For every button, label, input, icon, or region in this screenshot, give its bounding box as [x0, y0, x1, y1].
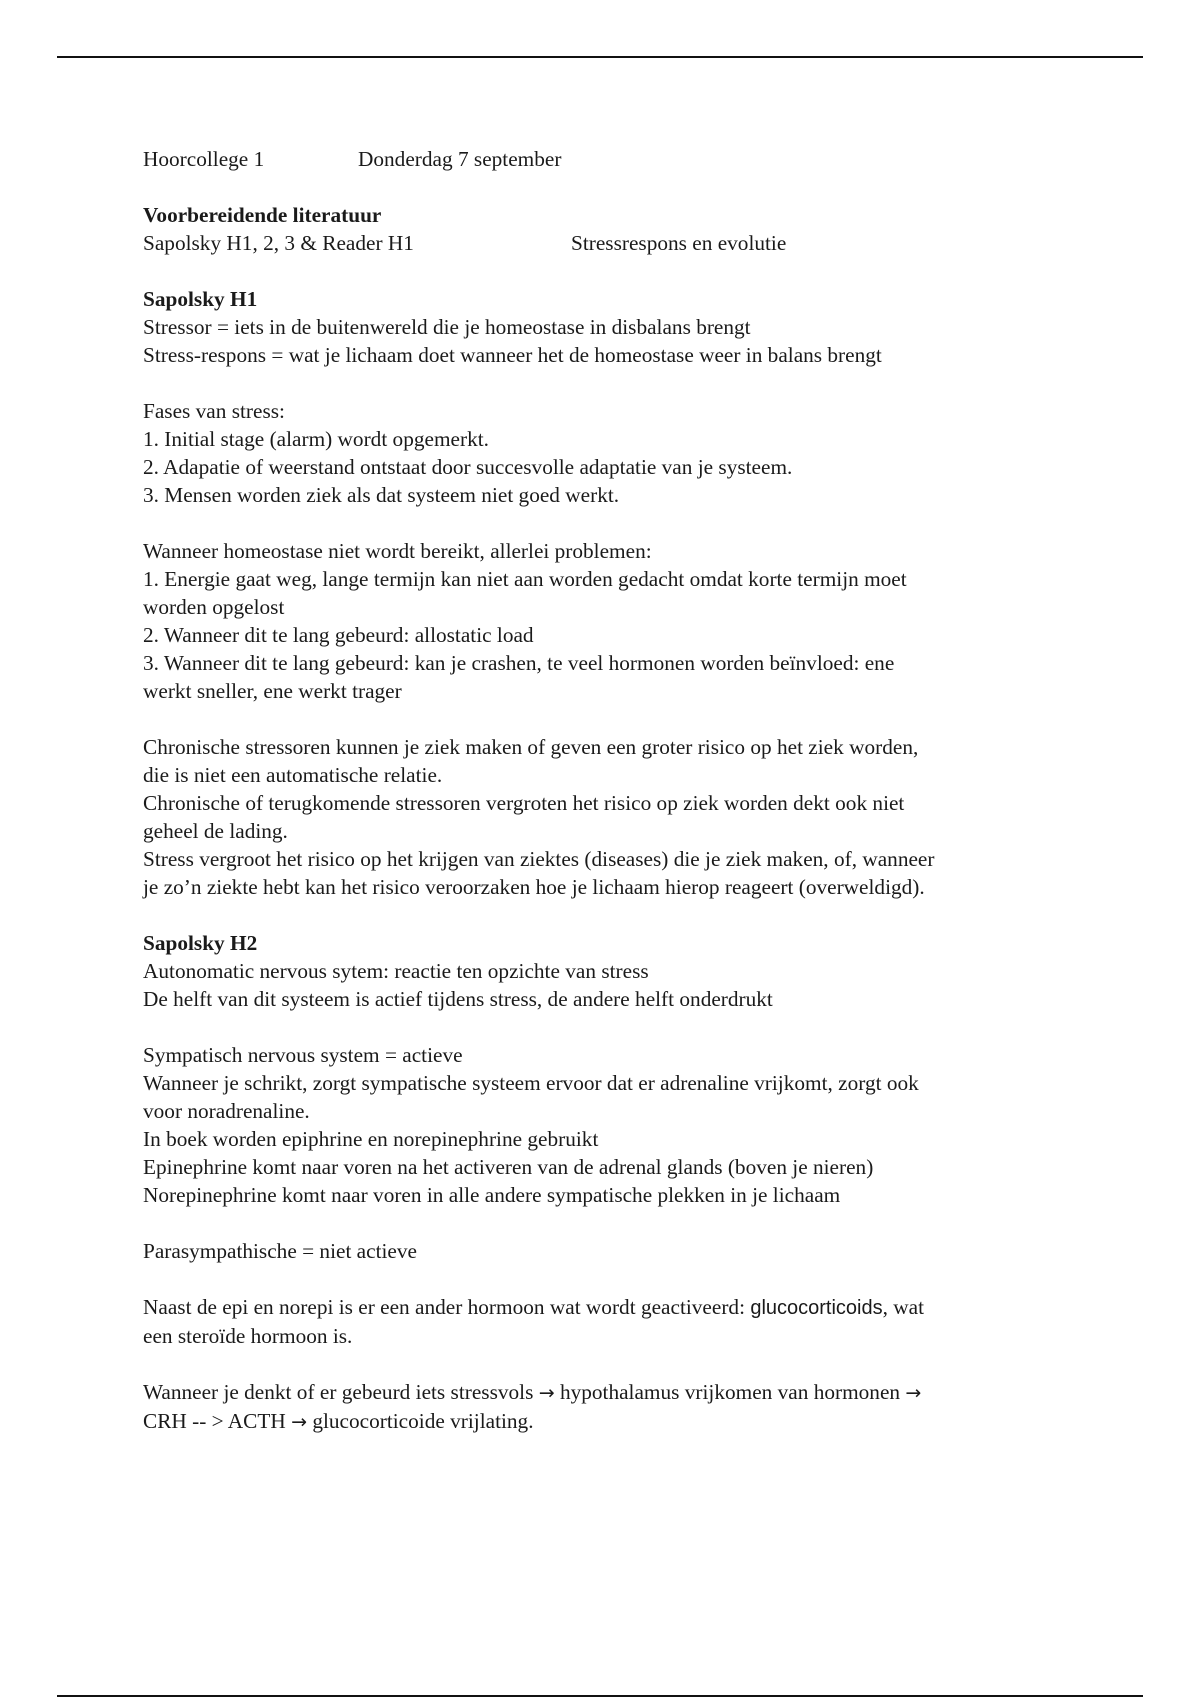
- lecture-date: Donderdag 7 september: [358, 147, 562, 171]
- list-item: 2. Adapatie of weerstand ontstaat door succesvolle adaptatie van je systeem.: [143, 455, 793, 479]
- paragraph-line: Chronische stressoren kunnen je ziek maken of geven een groter risico op het ziek worden,: [143, 735, 919, 759]
- paragraph-line: Parasympathische = niet actieve: [143, 1239, 417, 1263]
- paragraph-line: Autonomatic nervous sytem: reactie ten opzichte van stress: [143, 959, 649, 983]
- paragraph-line: Stress-respons = wat je lichaam doet wanneer het de homeostase weer in balans brengt: [143, 343, 882, 367]
- paragraph-line: Epinephrine komt naar voren na het activeren van de adrenal glands (boven je nieren): [143, 1155, 874, 1179]
- list-item: werkt sneller, ene werkt trager: [143, 679, 402, 703]
- list-item: 1. Energie gaat weg, lange termijn kan niet aan worden gedacht omdat korte termijn moet: [143, 567, 907, 591]
- paragraph-line: een steroïde hormoon is.: [143, 1324, 353, 1348]
- list-item: 2. Wanneer dit te lang gebeurd: allostatic load: [143, 623, 534, 647]
- list-item: worden opgelost: [143, 595, 285, 619]
- top-rule: [57, 56, 1143, 58]
- text-run: glucocorticoide vrijlating.: [307, 1409, 534, 1433]
- paragraph-line: Wanneer homeostase niet wordt bereikt, allerlei problemen:: [143, 539, 652, 563]
- paragraph-line: die is niet een automatische relatie.: [143, 763, 443, 787]
- term-glucocorticoids: glucocorticoids: [750, 1297, 883, 1319]
- lecture-header: [143, 145, 1063, 173]
- paragraph-line: Chronische of terugkomende stressoren vergroten het risico op ziek worden dekt ook niet: [143, 791, 905, 815]
- arrow-right-icon: →: [905, 1382, 922, 1404]
- document-body: [143, 145, 1063, 1436]
- paragraph-line: geheel de lading.: [143, 819, 288, 843]
- paragraph-line: Stressor = iets in de buitenwereld die je homeostase in disbalans brengt: [143, 315, 751, 339]
- arrow-right-icon: →: [291, 1411, 308, 1433]
- paragraph-line: [143, 1293, 1063, 1322]
- text-run: Wanneer je denkt of er gebeurd iets stressvols: [143, 1380, 539, 1404]
- prep-heading: Voorbereidende literatuur: [143, 203, 382, 227]
- prep-line: [143, 229, 1063, 257]
- section-heading-h2: Sapolsky H2: [143, 931, 258, 955]
- paragraph-line: Stress vergroot het risico op het krijgen van ziektes (diseases) die je ziek maken, of, wanneer: [143, 847, 935, 871]
- paragraph-line: je zo’n ziekte hebt kan het risico veroorzaken hoe je lichaam hierop reageert (overweldigd).: [143, 875, 925, 899]
- paragraph-line: [143, 1378, 1063, 1407]
- paragraph-line: Wanneer je schrikt, zorgt sympatische systeem ervoor dat er adrenaline vrijkomt, zorgt ook: [143, 1071, 919, 1095]
- list-item: 3. Mensen worden ziek als dat systeem niet goed werkt.: [143, 483, 620, 507]
- prep-topic: Stressrespons en evolutie: [571, 231, 787, 255]
- paragraph-line: Norepinephrine komt naar voren in alle andere sympatische plekken in je lichaam: [143, 1183, 841, 1207]
- list-item: 1. Initial stage (alarm) wordt opgemerkt.: [143, 427, 489, 451]
- text-run: CRH -- > ACTH: [143, 1409, 292, 1433]
- text-run: hypothalamus vrijkomen van hormonen: [554, 1380, 906, 1404]
- bottom-rule: [57, 1695, 1143, 1697]
- paragraph-line: [143, 1407, 1063, 1436]
- paragraph-line: Fases van stress:: [143, 399, 285, 423]
- text-run: Naast de epi en norepi is er een ander hormoon wat wordt geactiveerd:: [143, 1295, 751, 1319]
- lecture-number: Hoorcollege 1: [143, 147, 265, 171]
- paragraph-line: Sympatisch nervous system = actieve: [143, 1043, 463, 1067]
- paragraph-line: In boek worden epiphrine en norepinephrine gebruikt: [143, 1127, 599, 1151]
- section-heading-h1: Sapolsky H1: [143, 287, 258, 311]
- prep-sources: Sapolsky H1, 2, 3 & Reader H1: [143, 231, 414, 255]
- list-item: 3. Wanneer dit te lang gebeurd: kan je crashen, te veel hormonen worden beïnvloed: ene: [143, 651, 895, 675]
- arrow-right-icon: →: [538, 1382, 555, 1404]
- text-run: , wat: [882, 1295, 925, 1319]
- paragraph-line: voor noradrenaline.: [143, 1099, 310, 1123]
- paragraph-line: De helft van dit systeem is actief tijdens stress, de andere helft onderdrukt: [143, 987, 773, 1011]
